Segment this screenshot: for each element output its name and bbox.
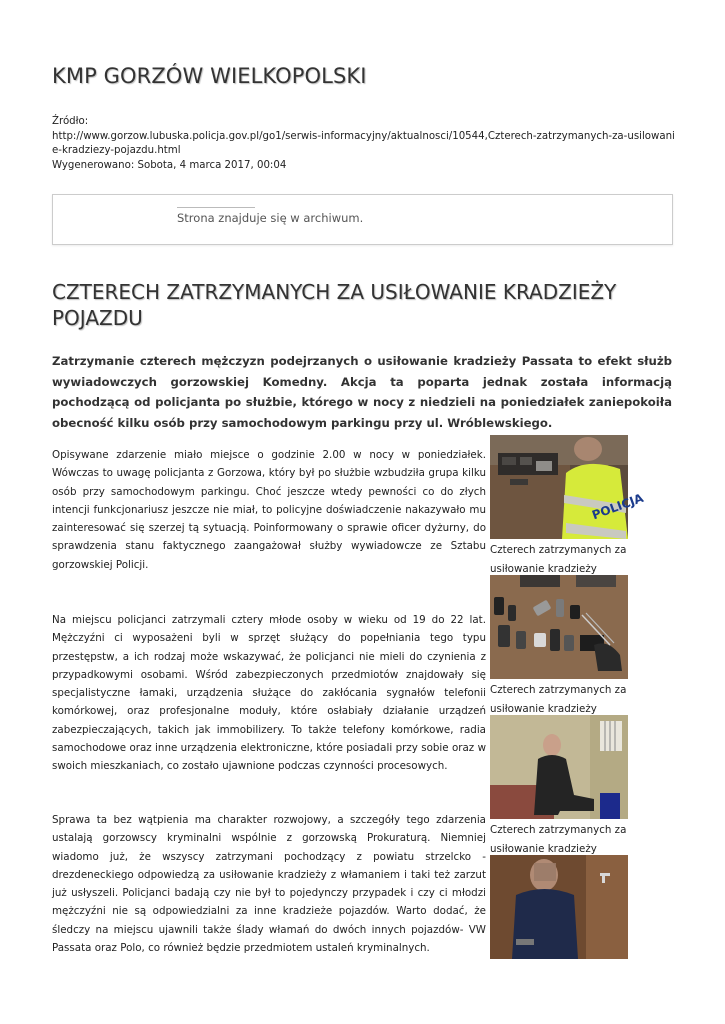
vest-police-text: POLICJA <box>590 490 646 523</box>
article-paragraph-3: Sprawa ta bez wątpienia ma charakter rozwojowy, a szczegóły tego zdarzenia ustalają gorzowscy kryminalni wspólnie z gorzowską Prokuraturą. Niemniej wiadomo już, że wszyscy zatrzymani pochodzący z powiatu strzelcko - drezdeneckiego odpowiedzą za usiłowanie kradzieży z włamaniem i taki też zarzut już usłyszeli. Policjanci badają czy nie był to pojedynczy przypadek i czy ci młodzi mężczyźni nie są odpowiedzialni za inne kradzieże pojazdów. Warto dodać, że śledczy na miejscu ujawnili także ślady włamań do dwóch innych pojazdów- VW Passata oraz Polo, co również będzie przedmiotem ustaleń kryminalnych. <box>52 814 486 955</box>
generated-date: Wygenerowano: Sobota, 4 marca 2017, 00:04 <box>52 159 287 171</box>
photo-detainee-door[interactable] <box>490 855 628 959</box>
figure-1 <box>490 435 646 597</box>
archive-notice: Strona znajduje się w archiwum. <box>177 211 364 225</box>
figure-3-caption: Czterech zatrzymanych za usiłowanie kradzieży <box>490 824 627 855</box>
archive-notice-box <box>52 194 673 245</box>
figure-4 <box>490 855 628 959</box>
photo-officer-equipment[interactable] <box>490 435 646 539</box>
figure-2-caption: Czterech zatrzymanych za usiłowanie kradzieży <box>490 684 627 715</box>
article-paragraph-1: Opisywane zdarzenie miało miejsce o godzinie 2.00 w nocy w poniedziałek. Wówczas to uwagę policjanta z Gorzowa, który był po służbie wzbudziła grupa kilku osób przy samochodowym parkingu. Choć jeszcze wtedy pewności co do złych intencji funkcjonariusz jeszcze nie miał, to policyjne doświadczenie nakazywało mu zainteresować się szerzej tą sytuacją. Poinformowany o sprawie oficer dyżurny, do sprawdzenia stanu faktycznego zaangażował służby wywiadowcze ze Sztabu gorzowskiej Policji. <box>52 449 486 571</box>
site-title: KMP GORZÓW WIELKOPOLSKI <box>52 64 367 88</box>
photo-seized-devices[interactable] <box>490 575 628 679</box>
photo-detainee-seated[interactable] <box>490 715 628 819</box>
figure-2 <box>490 575 628 737</box>
figure-1-caption: Czterech zatrzymanych za usiłowanie kradzieży <box>490 544 627 575</box>
article-title: CZTERECH ZATRZYMANYCH ZA USIŁOWANIE KRADZIEŻY POJAZDU <box>52 280 617 330</box>
article-paragraph-2: Na miejscu policjanci zatrzymali cztery młode osoby w wieku od 19 do 22 lat. Mężczyźni ci wyposażeni byli w sprzęt służący do popełniania tego typu przestępstw, a ich rodzaj może wskazywać, że policjanci nie mieli do czynienia z przypadkowymi osobami. Wśród zabezpieczonych przedmiotów znajdowały się specjalistyczne łamaki, urządzenia służące do zakłócania sygnałów telefonii komórkowej, oraz profesjonalne moduły, które osłabiały działanie urządzeń zabezpieczających, takich jak immobilizery. To także telefony komórkowe, radia samochodowe oraz inne urządzenia elektroniczne, które posiadali przy sobie oraz w swoich mieszkaniach, co zostało ujawnione podczas czynności procesowych. <box>52 614 486 773</box>
source-label: Źródło: <box>52 116 89 127</box>
source-url[interactable]: http://www.gorzow.lubuska.policja.gov.pl/go1/serwis-informacyjny/aktualnosci/10544,Czterech-zatrzymanych-za-usilowanie-kradziezy-pojazdu.html <box>52 130 675 156</box>
article-lead: Zatrzymanie czterech mężczyzn podejrzanych o usiłowanie kradzieży Passata to efekt służb wywiadowczych gorzowskiej Komedny. Akcja ta poparta jednak została informacją pochodzącą od policjanta po służbie, którego w nocy z niedzieli na poniedziałek zaniepokoiła obecność kilku osób przy samochodowym parkingu przy ul. Wróblewskiego. <box>52 354 672 430</box>
source-meta <box>52 115 677 173</box>
figure-3 <box>490 715 628 877</box>
archive-divider <box>177 207 255 208</box>
